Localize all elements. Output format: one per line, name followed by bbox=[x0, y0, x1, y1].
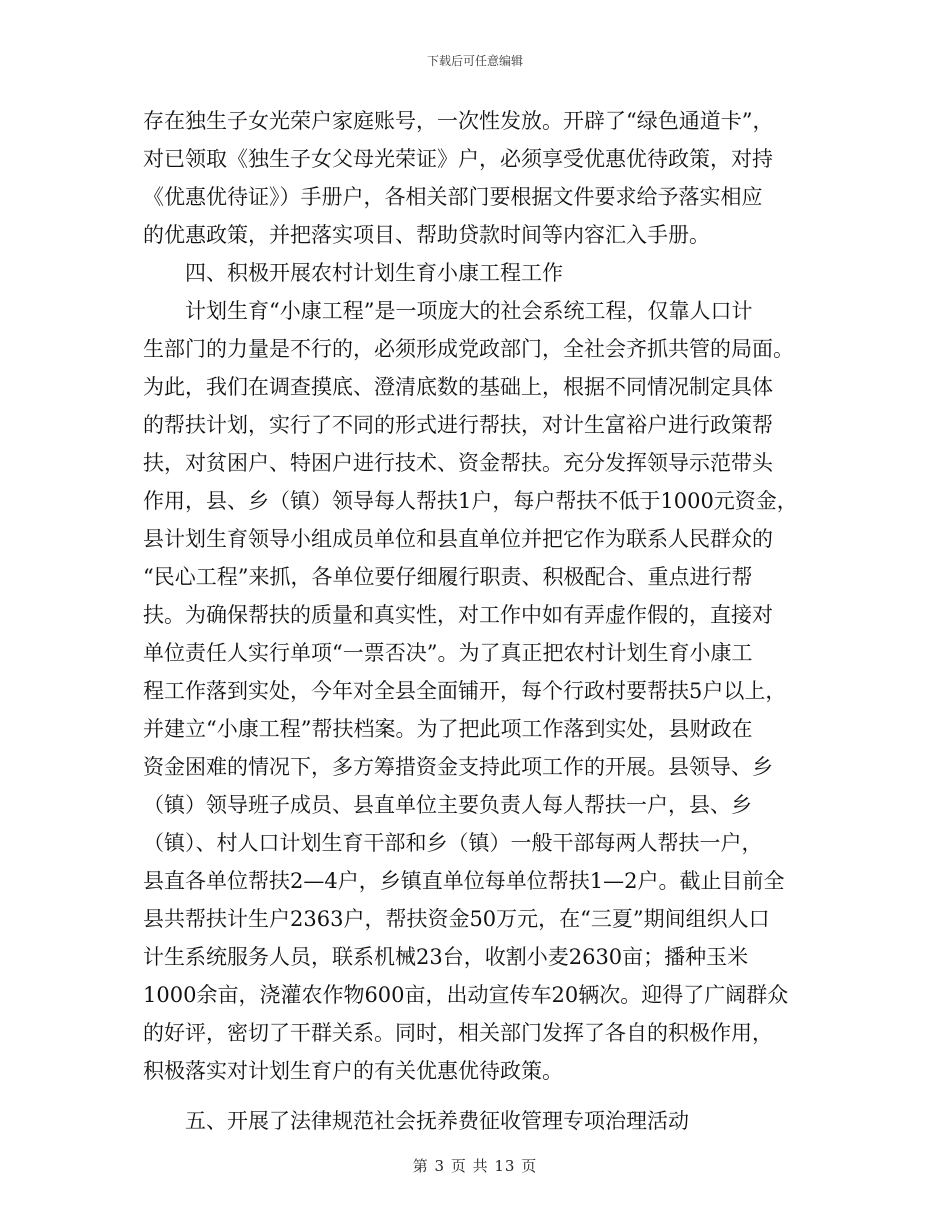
body-line: “民心工程”来抓，各单位要仔细履行职责、积极配合、重点进行帮 bbox=[143, 565, 753, 589]
body-line: 县共帮扶计生户2363户，帮扶资金50万元，在“三夏”期间组织人口 bbox=[143, 907, 770, 931]
body-line: 的帮扶计划，实行了不同的形式进行帮扶，对计生富裕户进行政策帮 bbox=[143, 413, 773, 437]
body-line: 单位责任人实行单项“一票否决”。为了真正把农村计划生育小康工 bbox=[143, 641, 753, 665]
body-line: 程工作落到实处，今年对全县全面铺开，每个行政村要帮扶5户以上， bbox=[143, 679, 787, 703]
body-line: 扶。为确保帮扶的质量和真实性，对工作中如有弄虚作假的，直接对 bbox=[143, 603, 773, 627]
body-line: 并建立“小康工程”帮扶档案。为了把此项工作落到实处，县财政在 bbox=[143, 717, 753, 741]
body-line: 计划生育“小康工程”是一项庞大的社会系统工程，仅靠人口计 bbox=[185, 299, 753, 323]
body-line: 积极落实对计划生育户的有关优惠优待政策。 bbox=[143, 1059, 563, 1083]
section-heading-4: 四、积极开展农村计划生育小康工程工作 bbox=[185, 261, 563, 285]
body-line: 县直各单位帮扶2—4户，乡镇直单位每单位帮扶1—2户。截止目前全 bbox=[143, 869, 785, 893]
body-line: 计生系统服务人员，联系机械23台，收割小麦2630亩；播种玉米 bbox=[143, 945, 749, 969]
section-heading-5: 五、开展了法律规范社会抚养费征收管理专项治理活动 bbox=[185, 1109, 689, 1133]
body-line: （镇）领导班子成员、县直单位主要负责人每人帮扶一户，县、乡 bbox=[143, 793, 752, 817]
body-line: 的优惠政策，并把落实项目、帮助贷款时间等内容汇入手册。 bbox=[143, 223, 710, 247]
body-line: 资金困难的情况下，多方筹措资金支持此项工作的开展。县领导、乡 bbox=[143, 755, 773, 779]
body-line: （镇）、村人口计划生育干部和乡（镇）一般干部每两人帮扶一户， bbox=[143, 831, 763, 855]
body-line: 对已领取《独生子女父母光荣证》户，必须享受优惠优待政策，对持 bbox=[143, 147, 773, 171]
body-line: 的好评，密切了干群关系。同时，相关部门发挥了各自的积极作用， bbox=[143, 1021, 773, 1045]
page-header-note: 下载后可任意编辑 bbox=[426, 54, 523, 68]
body-line: 存在独生子女光荣户家庭账号，一次性发放。开辟了“绿色通道卡”， bbox=[143, 109, 774, 133]
body-line: 作用，县、乡（镇）领导每人帮扶1户，每户帮扶不低于1000元资金， bbox=[143, 489, 798, 513]
body-line: 1000余亩，浇灌农作物600亩，出动宣传车20辆次。迎得了广阔群众 bbox=[143, 983, 789, 1007]
body-line: 县计划生育领导小组成员单位和县直单位并把它作为联系人民群众的 bbox=[143, 527, 773, 551]
body-line: 扶，对贫困户、特困户进行技术、资金帮扶。充分发挥领导示范带头 bbox=[143, 451, 773, 475]
body-line: 为此，我们在调查摸底、澄清底数的基础上，根据不同情况制定具体 bbox=[143, 375, 773, 399]
body-line: 《优惠优待证》）手册户，各相关部门要根据文件要求给予落实相应 bbox=[143, 185, 763, 209]
body-line: 生部门的力量是不行的，必须形成党政部门，全社会齐抓共管的局面。 bbox=[143, 337, 794, 361]
page-number: 第 3 页 共 13 页 bbox=[412, 1157, 538, 1175]
